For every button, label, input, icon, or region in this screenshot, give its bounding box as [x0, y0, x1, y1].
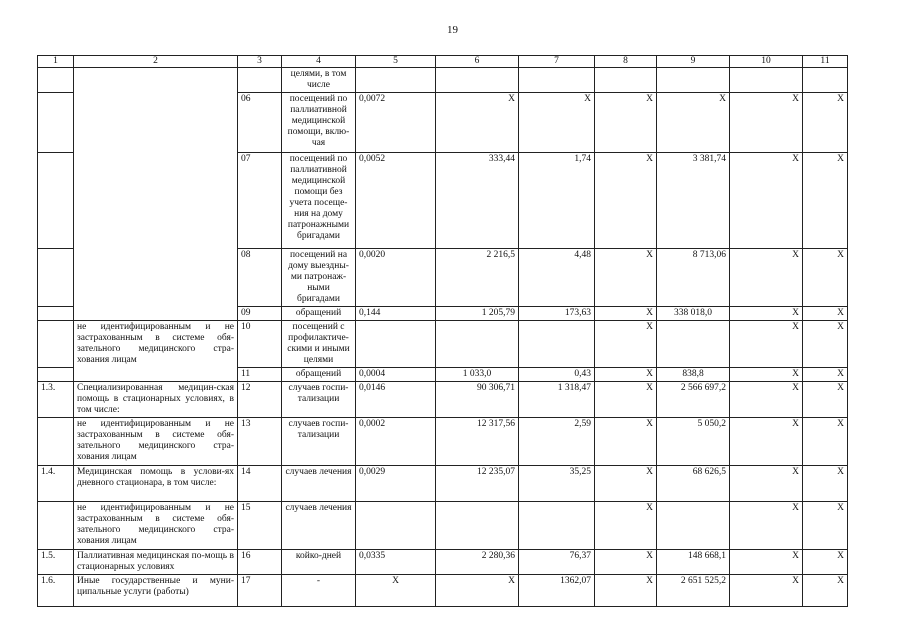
cell-value: 173,63	[519, 307, 595, 321]
cell-value: 0,0146	[356, 382, 436, 418]
cell	[356, 68, 436, 93]
cell-name: Паллиативная медицинская по-мощь в стационарных условиях	[74, 550, 238, 575]
cell-value: 2 566 697,2	[657, 382, 730, 418]
cell-code: 08	[238, 249, 282, 307]
column-header: 7	[519, 56, 595, 68]
cell-index	[38, 93, 74, 153]
cell-value: Х	[803, 321, 848, 368]
cell-index: 1.6.	[38, 575, 74, 607]
cell-unit: целями, в том числе	[282, 68, 356, 93]
cell-value: Х	[803, 550, 848, 575]
cell-unit: -	[282, 575, 356, 607]
cell	[436, 68, 519, 93]
cell-value: Х	[730, 418, 803, 466]
table-row	[38, 418, 848, 466]
cell-value: 0,0052	[356, 153, 436, 249]
cell-value: 0,0335	[356, 550, 436, 575]
cell-value: Х	[519, 93, 595, 153]
cell-name	[74, 68, 238, 321]
cell-value: 8 713,06	[657, 249, 730, 307]
cell-code: 06	[238, 93, 282, 153]
column-number-row	[38, 56, 848, 68]
cell-value: Х	[595, 466, 657, 502]
cell-unit: посещений по паллиативной медицинской помощи, вклю-чая	[282, 93, 356, 153]
cell-name: Иные государственные и муни-ципальные услуги (работы)	[74, 575, 238, 607]
cell-unit: койко-дней	[282, 550, 356, 575]
table-row	[38, 382, 848, 418]
cell-value	[519, 502, 595, 550]
column-header: 11	[803, 56, 848, 68]
cell-value: 838,8	[657, 368, 730, 382]
cell-name: не идентифицированным и не застрахованным в системе обя-зательного медицинского стра-хования лицам	[74, 502, 238, 550]
cell-value: 2 651 525,2	[657, 575, 730, 607]
cell-value: Х	[595, 307, 657, 321]
cell-value: Х	[730, 502, 803, 550]
table-row	[38, 68, 848, 93]
cell-value	[657, 502, 730, 550]
cell-value: 90 306,71	[436, 382, 519, 418]
column-header: 1	[38, 56, 74, 68]
cell-value: Х	[730, 368, 803, 382]
cell-unit: случаев госпи-тализации	[282, 418, 356, 466]
column-header: 6	[436, 56, 519, 68]
cell-name: не идентифицированным и не застрахованным в системе обя-зательного медицинского стра-хования лицам	[74, 418, 238, 466]
cell-name: Медицинская помощь в услови-ях дневного стационара, в том числе:	[74, 466, 238, 502]
cell-value	[657, 321, 730, 368]
cell-code	[238, 68, 282, 93]
cell-value: 333,44	[436, 153, 519, 249]
cell-index	[38, 502, 74, 550]
cell-value: Х	[730, 321, 803, 368]
cell-value	[356, 502, 436, 550]
cell-value: 1 205,79	[436, 307, 519, 321]
cell-index	[38, 321, 74, 368]
cell-code: 13	[238, 418, 282, 466]
cell	[595, 68, 657, 93]
cell-unit: случаев госпи-тализации	[282, 382, 356, 418]
cell-value: 0,144	[356, 307, 436, 321]
cell	[803, 68, 848, 93]
cell-index: 1.5.	[38, 550, 74, 575]
cell-unit: случаев лечения	[282, 466, 356, 502]
column-header: 9	[657, 56, 730, 68]
cell-value: Х	[803, 93, 848, 153]
cell-value: 1 033,0	[436, 368, 519, 382]
cell-value: Х	[730, 153, 803, 249]
cell-value: 0,0029	[356, 466, 436, 502]
table-row	[38, 575, 848, 607]
column-header: 2	[74, 56, 238, 68]
cell-value: Х	[595, 249, 657, 307]
cell-code: 07	[238, 153, 282, 249]
cell-value: 1,74	[519, 153, 595, 249]
cell-index	[38, 418, 74, 466]
cell-value: 4,48	[519, 249, 595, 307]
cell-value: Х	[595, 418, 657, 466]
column-header: 4	[282, 56, 356, 68]
table-row	[38, 502, 848, 550]
table-row	[38, 321, 848, 368]
cell-value: Х	[730, 307, 803, 321]
cell-index	[38, 68, 74, 93]
cell-value	[436, 502, 519, 550]
cell-unit: посещений с профилактиче-скими и иными целями	[282, 321, 356, 368]
cell-code: 15	[238, 502, 282, 550]
cell-value: 0,0002	[356, 418, 436, 466]
cell-value: Х	[803, 249, 848, 307]
cell-value: 12 317,56	[436, 418, 519, 466]
cell-value: 35,25	[519, 466, 595, 502]
cell-code: 10	[238, 321, 282, 368]
column-header: 3	[238, 56, 282, 68]
cell-value	[356, 321, 436, 368]
cell-value: Х	[436, 93, 519, 153]
cell-value: Х	[803, 418, 848, 466]
cell-code: 14	[238, 466, 282, 502]
cell-value: 0,0020	[356, 249, 436, 307]
cell-value: Х	[803, 575, 848, 607]
cell-index	[38, 153, 74, 249]
cell-value: Х	[730, 249, 803, 307]
cell-value: 1 318,47	[519, 382, 595, 418]
cell-value	[519, 321, 595, 368]
cell	[519, 68, 595, 93]
cell-unit: обращений	[282, 307, 356, 321]
page-number: 19	[447, 24, 458, 36]
cell-unit: посещений на дому выездны-ми патронаж-ными бригадами	[282, 249, 356, 307]
cell	[730, 68, 803, 93]
cell-value: Х	[730, 575, 803, 607]
cell-unit: случаев лечения	[282, 502, 356, 550]
cell-value: Х	[730, 382, 803, 418]
cell-value: 0,0072	[356, 93, 436, 153]
cell-value: 3 381,74	[657, 153, 730, 249]
cell-name: не идентифицированным и не застрахованным в системе обя-зательного медицинского стра-хования лицам	[74, 321, 238, 382]
table-row	[38, 466, 848, 502]
cell-value: 2,59	[519, 418, 595, 466]
cell-value: 2 216,5	[436, 249, 519, 307]
cell-value: 148 668,1	[657, 550, 730, 575]
cell-value: Х	[730, 466, 803, 502]
column-header: 10	[730, 56, 803, 68]
cell-index	[38, 368, 74, 382]
cell-unit: посещений по паллиативной медицинской помощи без учета посеще-ния на дому патронажными бригадами	[282, 153, 356, 249]
cell-name: Специализированная медицин-ская помощь в стационарных условиях, в том числе:	[74, 382, 238, 418]
cell-code: 17	[238, 575, 282, 607]
cell-value: 68 626,5	[657, 466, 730, 502]
cell-code: 12	[238, 382, 282, 418]
cell-value: 12 235,07	[436, 466, 519, 502]
cell-value: Х	[595, 368, 657, 382]
cell-value: Х	[803, 382, 848, 418]
cell-value: 338 018,0	[657, 307, 730, 321]
cell-value: 0,43	[519, 368, 595, 382]
cell-value: Х	[730, 550, 803, 575]
cell-index: 1.3.	[38, 382, 74, 418]
cell-value: 1362,07	[519, 575, 595, 607]
column-header: 8	[595, 56, 657, 68]
cell-value: Х	[595, 382, 657, 418]
cell-value: Х	[595, 93, 657, 153]
cell-value: Х	[595, 502, 657, 550]
cell-value: Х	[803, 307, 848, 321]
cell-value: 76,37	[519, 550, 595, 575]
cell-code: 09	[238, 307, 282, 321]
cell-value: Х	[803, 368, 848, 382]
cell-value: Х	[730, 93, 803, 153]
cell-value	[436, 321, 519, 368]
cell-value: Х	[803, 466, 848, 502]
cell-value: 5 050,2	[657, 418, 730, 466]
cell-index	[38, 307, 74, 321]
cell-unit: обращений	[282, 368, 356, 382]
cell-index: 1.4.	[38, 466, 74, 502]
cell-index	[38, 249, 74, 307]
cell-value: Х	[657, 93, 730, 153]
cell-value: 0,0004	[356, 368, 436, 382]
column-header: 5	[356, 56, 436, 68]
cell-value: Х	[356, 575, 436, 607]
cell	[657, 68, 730, 93]
cell-code: 11	[238, 368, 282, 382]
cell-value: Х	[595, 575, 657, 607]
cell-value: Х	[803, 502, 848, 550]
data-table	[37, 55, 848, 607]
cell-value: Х	[595, 550, 657, 575]
cell-value: Х	[595, 153, 657, 249]
cell-value: Х	[803, 153, 848, 249]
cell-value: Х	[436, 575, 519, 607]
cell-value: 2 280,36	[436, 550, 519, 575]
cell-value: Х	[595, 321, 657, 368]
cell-code: 16	[238, 550, 282, 575]
table-row	[38, 550, 848, 575]
